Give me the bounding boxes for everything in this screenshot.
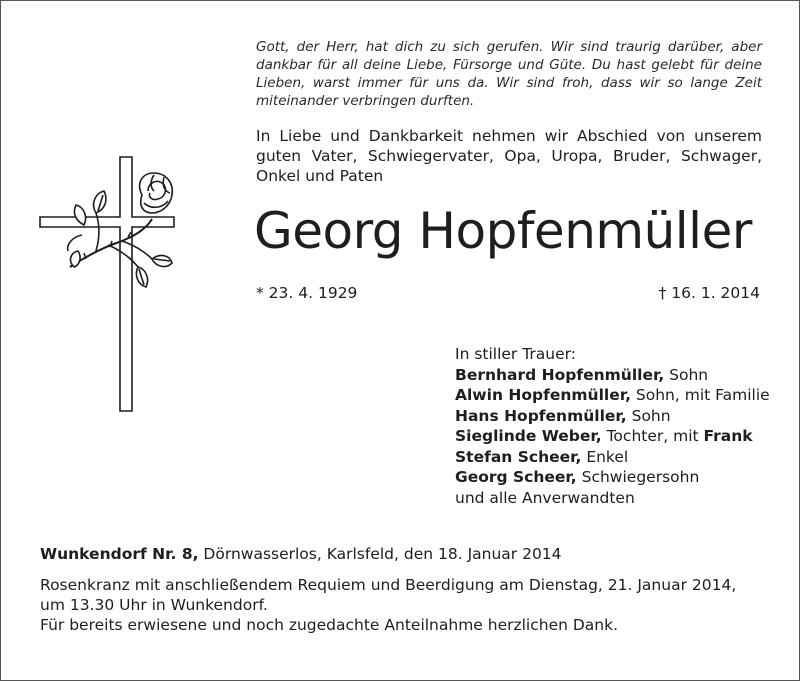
cross-with-rose-icon	[38, 155, 178, 415]
death-date: † 16. 1. 2014	[658, 284, 760, 302]
mourner-name: Alwin Hopfenmüller,	[455, 386, 631, 404]
mourner-row	[455, 467, 770, 488]
intro-text: In Liebe und Dankbarkeit nehmen wir Abschied von unserem guten Vater, Schwiegervater, Opa, Uropa, Bruder, Schwager, Onkel und Paten	[256, 127, 762, 185]
mourner-row	[455, 385, 770, 406]
mourners-heading: In stiller Trauer:	[455, 345, 576, 363]
mourner-name: Bernhard Hopfenmüller,	[455, 365, 665, 384]
thanks-text: Für bereits erwiesene und noch zugedachte Anteilnahme herzlichen Dank.	[40, 616, 619, 634]
mourner-relation: Tochter, mit	[601, 427, 704, 445]
mourners-closing: und alle Anverwandten	[455, 488, 635, 507]
mourner-extra-name: Frank	[703, 427, 753, 445]
place-date-line	[40, 544, 760, 564]
place-date: Dörnwasserlos, Karlsfeld, den 18. Januar 2014	[198, 545, 562, 563]
birth-date: * 23. 4. 1929	[256, 284, 358, 302]
mourner-row	[455, 365, 770, 386]
mourner-name: Stefan Scheer,	[455, 447, 582, 466]
mourner-relation: Sohn, mit Familie	[630, 386, 770, 404]
address: Wunkendorf Nr. 8,	[40, 545, 199, 563]
mourner-relation: Enkel	[581, 447, 629, 466]
mourner-row	[455, 406, 770, 427]
footer-block	[40, 544, 760, 635]
mourner-name: Sieglinde Weber,	[455, 427, 602, 445]
mourner-row	[455, 447, 770, 468]
mourner-relation: Schwiegersohn	[576, 468, 700, 486]
verse-text: Gott, der Herr, hat dich zu sich gerufen. Wir sind traurig darüber, aber dankbar für all deine Liebe, Fürsorge und Güte. Du hast gelebt für deine Lieben, warst immer für uns da. Wir sind froh, dass wir so lange Zeit miteinander verbringen durften.	[256, 39, 762, 109]
mourner-relation: Sohn	[664, 365, 709, 384]
deceased-name: Georg Hopfenmüller	[254, 202, 752, 260]
mourner-relation: Sohn	[626, 406, 671, 425]
mourner-name: Georg Scheer,	[455, 468, 577, 486]
mourner-name: Hans Hopfenmüller,	[455, 406, 627, 425]
service-details: Rosenkranz mit anschließendem Requiem und Beerdigung am Dienstag, 21. Januar 2014, um 13.30 Uhr in Wunkendorf.	[40, 576, 737, 614]
mourners-block	[455, 344, 770, 508]
mourner-row	[455, 426, 770, 447]
